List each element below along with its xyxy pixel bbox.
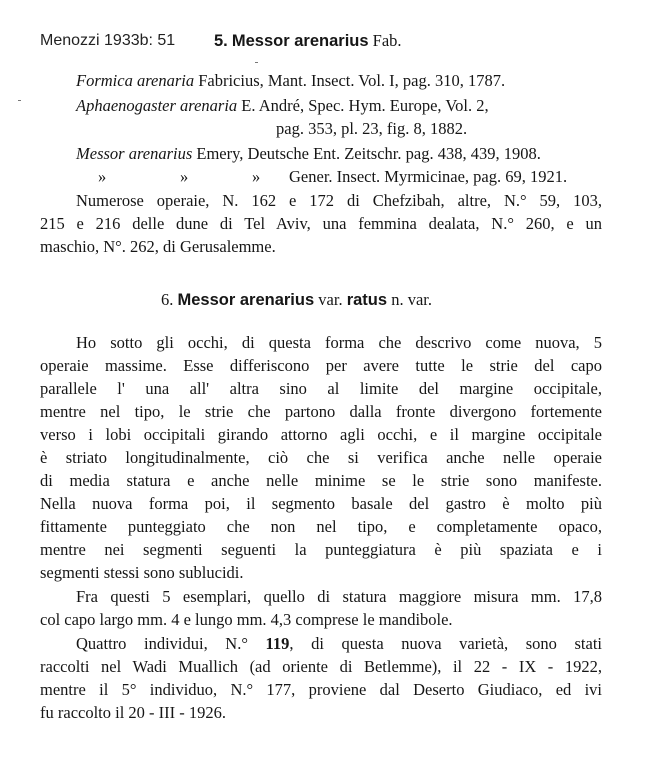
species-number: 6. (161, 290, 174, 309)
text-fragment: Quattro individui, N.° (76, 634, 266, 653)
paragraph-line: fittamente punteggiato che non nel tipo, e completamente opaco, (40, 517, 602, 536)
ditto-mark: » (98, 167, 107, 186)
paragraph-line: maschio, N°. 262, di Gerusalemme. (40, 237, 276, 256)
paragraph-line: fu raccolto il 20 - III - 1926. (40, 703, 227, 722)
text-fragment: , di questa nuova varietà, sono stati (289, 634, 602, 653)
synonym-line (76, 70, 505, 92)
synonym-reference: Gener. Insect. Myrmicinae, pag. 69, 1921. (289, 167, 568, 186)
synonym-line (76, 143, 541, 165)
paragraph-line: è striato longitudinalmente, ciò che si verifica anche nelle operaie (40, 448, 602, 467)
specimen-number: 119 (265, 634, 290, 653)
synonym-continuation: pag. 353, pl. 23, fig. 8, 1882. (276, 119, 468, 138)
synonym-taxon: Formica arenaria (76, 71, 195, 90)
paragraph-line: mentre nel tipo, le strie che partono dalla fronte divergono fortemente (40, 402, 602, 421)
paragraph-line: col capo largo mm. 4 e lungo mm. 4,3 comprese le mandibole. (40, 610, 453, 629)
synonym-reference: Emery, Deutsche Ent. Zeitschr. pag. 438, 439, 1908. (196, 144, 541, 163)
species-number: 5. (214, 32, 228, 50)
synonym-line (76, 95, 489, 117)
variety-name: ratus (346, 291, 388, 309)
paragraph-line: Ho sotto gli occhi, di questa forma che descrivo come nuova, 5 (76, 333, 602, 352)
synonym-reference: Fabricius, Mant. Insect. Vol. I, pag. 310, 1787. (198, 71, 506, 90)
scan-mark (255, 62, 258, 63)
species-author: Fab. (372, 31, 402, 50)
paragraph-line: segmenti stessi sono sublucidi. (40, 563, 244, 582)
paragraph-line: mentre il 5° individuo, N.° 177, proviene dal Deserto Giudiaco, ed ivi (40, 680, 602, 699)
paragraph-line: operaie massime. Esse differiscono per avere tutte le strie del capo (40, 356, 602, 375)
paragraph-line: parallele l' una all' altra sino al limite del margine occipitale, (40, 379, 602, 398)
species-heading-5 (214, 31, 402, 51)
synonym-taxon: Messor arenarius (76, 144, 193, 163)
ditto-mark: » (180, 167, 189, 186)
synonym-reference: E. André, Spec. Hym. Europe, Vol. 2, (241, 96, 489, 115)
ditto-mark: » (252, 167, 261, 186)
paragraph-line: verso i lobi occipitali girando attorno agli occhi, e il margine occipitale (40, 425, 602, 444)
synonym-taxon: Aphaenogaster arenaria (76, 96, 238, 115)
paragraph-line (76, 633, 602, 655)
page-reference: Menozzi 1933b: 51 (40, 32, 176, 49)
paragraph-line: Nella nuova forma poi, il segmento basale del gastro è molto più (40, 494, 602, 513)
paragraph-line: mentre nei segmenti seguenti la punteggiatura è più spaziata e i (40, 540, 602, 559)
paragraph-line: 215 e 216 delle dune di Tel Aviv, una femmina dealata, N.° 260, e un (40, 214, 602, 233)
paragraph-line: Fra questi 5 esemplari, quello di statura maggiore misura mm. 17,8 (76, 587, 602, 606)
species-name: Messor arenarius (177, 291, 315, 309)
paragraph-line: Numerose operaie, N. 162 e 172 di Chefzibah, altre, N.° 59, 103, (76, 191, 602, 210)
paragraph-line: raccolti nel Wadi Muallich (ad oriente di Betlemme), il 22 - IX - 1922, (40, 657, 602, 676)
scan-mark (18, 100, 21, 101)
species-heading-6 (161, 290, 432, 310)
species-name: Messor arenarius (231, 32, 369, 50)
new-var-label: n. var. (391, 290, 432, 309)
paragraph-line: di media statura e anche nelle minime se le strie sono manifeste. (40, 471, 602, 490)
var-label: var. (318, 290, 343, 309)
